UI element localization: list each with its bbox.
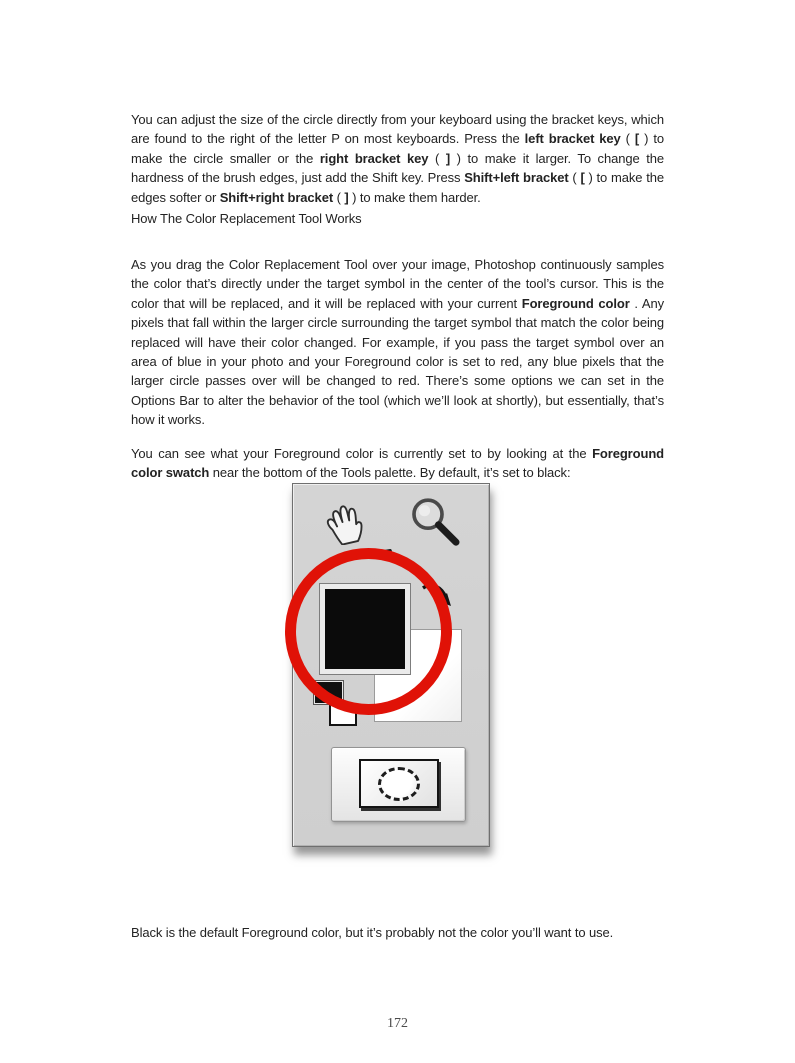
page-number: 172 [387,1016,408,1031]
hand-tool-icon [319,499,366,550]
quick-mask-dashed-circle [378,767,420,801]
figure-tools-palette [292,483,490,847]
quick-mask-icon [359,759,439,808]
quick-mask-mode-button [331,747,466,822]
section-heading: How The Color Replacement Tool Works [131,211,362,226]
zoom-tool-icon [407,496,463,557]
paragraph-black-default: Black is the default Foreground color, but it’s probably not the color you’ll want to use. [131,925,614,940]
tools-palette-panel [292,483,490,847]
paragraph-foreground-swatch: You can see what your Foreground color is currently set to by looking at the Foreground color swatch near the bottom of the Tools palette. By default, it’s set to black: [131,446,664,481]
paragraph-how-it-works: As you drag the Color Replacement Tool over your image, Photoshop continuously samples the color that’s directly under the target symbol in the center of the tool’s cursor. This is the color that will be replaced, and it will be replaced with your current Foreground color . Any pixels that fall within the larger circle surrounding the target symbol that match the color being replaced will have their color changed. For example, if you pass the target symbol over an area of blue in your photo and your Foreground color is set to red, any blue pixels that the larger circle passes over will be changed to red. There’s some options we can set in the Options Bar to alter the behavior of the tool (which we’ll look at shortly), but essentially, that’s how it works. [131,257,664,428]
paragraph-bracket-keys: You can adjust the size of the circle directly from your keyboard using the bracket keys, which are found to the right of the letter P on most keyboards. Press the left bracket key ( [ ) to make the circle smaller or the right bracket key ( ] ) to make it larger. To change the hardness of the brush edges, just add the Shift key. Press Shift+left bracket ( [ ) to make the edges softer or Shift+right bracket ( ] ) to make them harder. [131,112,664,205]
red-circle-annotation [285,548,452,715]
